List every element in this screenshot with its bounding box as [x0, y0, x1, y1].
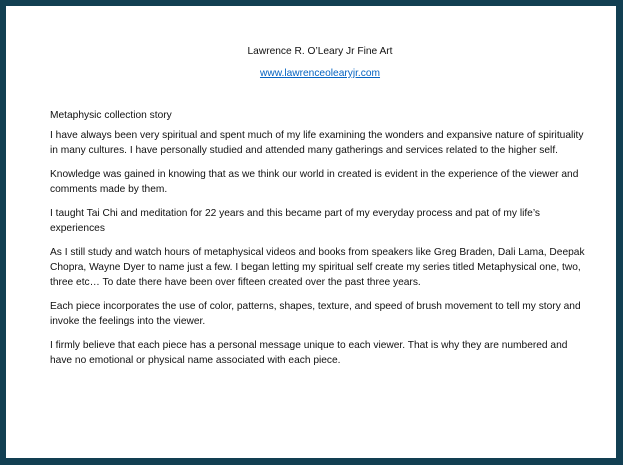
document-title: Lawrence R. O’Leary Jr Fine Art	[247, 46, 393, 57]
paragraph-knowledge: Knowledge was gained in knowing that as we think our world in created is evident in the experience of the viewer and comments made by them.	[50, 169, 579, 195]
section-heading: Metaphysic collection story	[50, 110, 172, 121]
paragraph-study: As I still study and watch hours of metaphysical videos and books from speakers like Greg Braden, Dali Lama, Deepak Chopra, Wayne Dyer to name just a few. I began letting my spiritual self create my series titled Metaphysical one, two, three etc… To date there have been over fifteen created over the past three years.	[50, 247, 585, 288]
paragraph-spirituality: I have always been very spiritual and spent much of my life examining the wonders and expansive nature of spirituality in many cultures. I have personally studied and attended many gatherings and services related to the higher self.	[50, 130, 584, 156]
website-link[interactable]: www.lawrenceolearyjr.com	[259, 68, 381, 79]
document-page	[50, 44, 590, 377]
paragraph-tai-chi: I taught Tai Chi and meditation for 22 years and this became part of my everyday process and pat of my life’s experiences	[50, 208, 541, 234]
document-header	[50, 44, 590, 82]
paragraph-message: I firmly believe that each piece has a personal message unique to each viewer. That is why they are numbered and have no emotional or physical name associated with each piece.	[50, 340, 568, 366]
paragraph-technique: Each piece incorporates the use of color, patterns, shapes, texture, and speed of brush movement to tell my story and invoke the feelings into the viewer.	[50, 301, 581, 327]
document-body	[50, 108, 590, 368]
